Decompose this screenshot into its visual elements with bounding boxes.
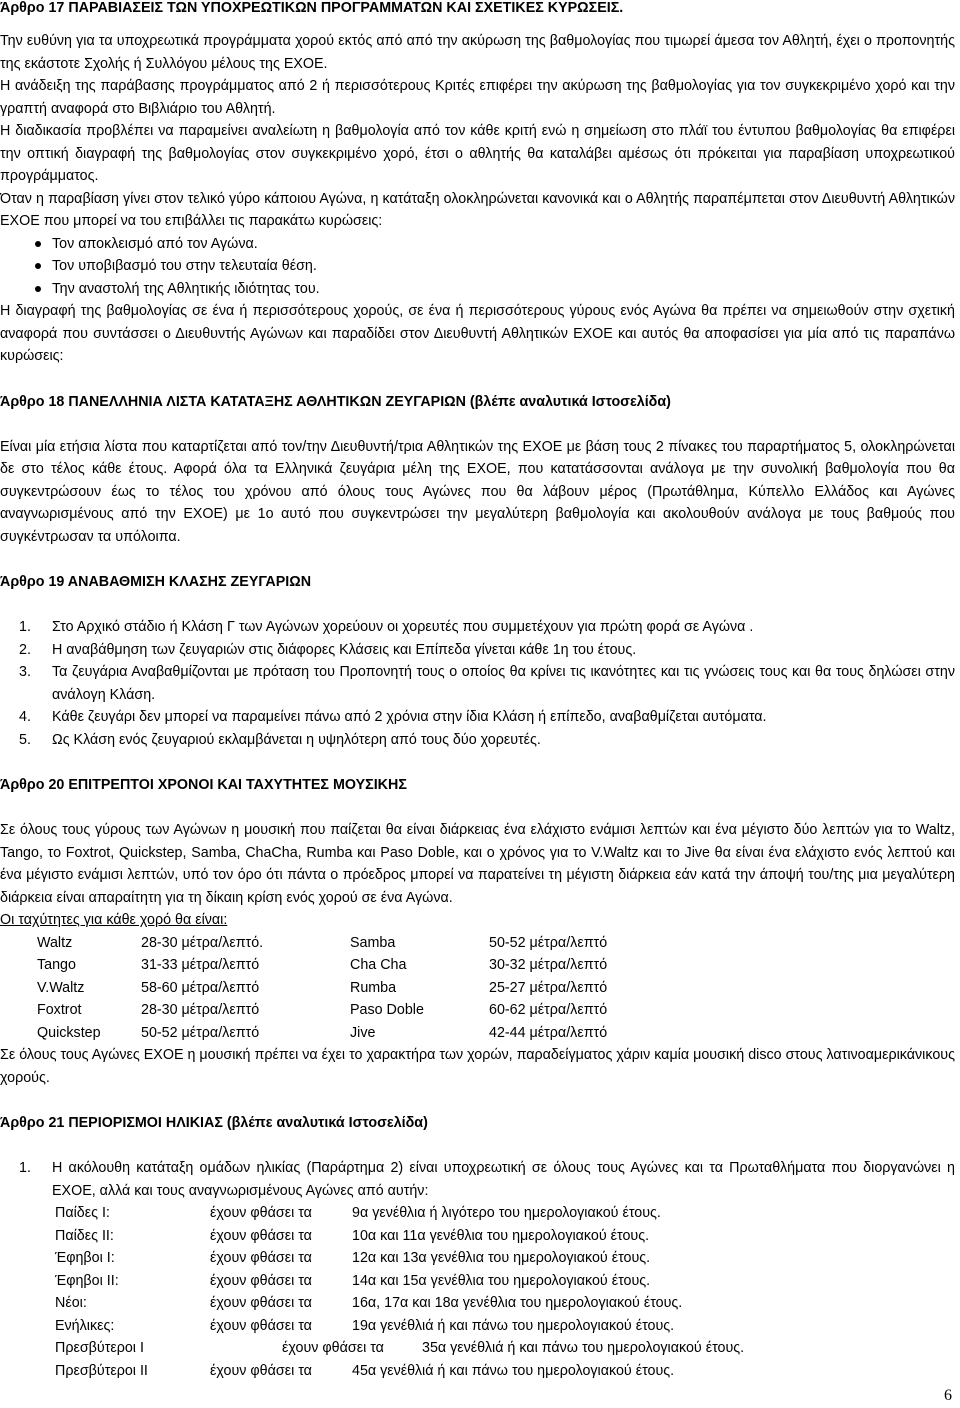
article-18-paragraph-1: Είναι μία ετήσια λίστα που καταρτίζεται από τον/την Διευθυντή/τρια Αθλητικών της ΕΧΟΕ με βάση τους 2 πίνακες του παραρτήματος 5, ολοκληρώνεται δε στο τέλος κάθε έτους. Αφορά όλα τα Ελληνικά ζευγάρια μέλη της ΕΧΟΕ, που κατατάσσονται ανάλογα με την συνολική βαθμολογία που θα συγκεντρώσουν έως το τέλος του χρόνου από όλους τους Αγώνες που θα λάβουν μέρος (Πρωτάθλημα, Κύπελλο Ελλάδος και Αγώνες αναγνωρισμένους από την ΕΧΟΕ) με 1ο αυτό που συγκεντρώσει την μεγαλύτερη βαθμολογία και ακολουθούν ανάλογα με τους βαθμούς που συγκέντρωσαν τα υπόλοιπα. <box>0 438 955 545</box>
sanctions-list <box>0 233 955 301</box>
dance-speed: 28-30 μέτρα/λεπτό. <box>141 934 264 951</box>
dance-speed: 25-27 μέτρα/λεπτό <box>489 979 608 996</box>
dance-speed: 50-52 μέτρα/λεπτό <box>489 934 608 951</box>
age-desc: 16α, 17α και 18α γενέθλια του ημερολογιακού έτους. <box>352 1295 683 1311</box>
dance-name: Waltz <box>37 934 73 951</box>
dance-name: Foxtrot <box>37 1002 82 1018</box>
article-17-paragraph-1: Την ευθύνη για τα υποχρεωτικά προγράμματα χορού εκτός από από την ακύρωση της βαθμολογίας που τιμωρεί άμεσα τον Αθλητή, έχει ο προπονητής της εκάστοτε Σχολής ή Συλλόγου μέλους της ΕΧΟΕ. <box>0 33 955 72</box>
list-item <box>0 729 955 752</box>
sanction-item: Τον υποβιβασμό του στην τελευταία θέση. <box>0 255 955 278</box>
list-item <box>0 639 955 662</box>
item-number: 5. <box>19 731 31 748</box>
sanction-item: Τον αποκλεισμό από τον Αγώνα. <box>0 233 955 256</box>
dance-speed: 42-44 μέτρα/λεπτό <box>489 1024 608 1041</box>
age-group: Παίδες Ι: <box>55 1205 110 1221</box>
dance-speed: 31-33 μέτρα/λεπτό <box>141 957 260 973</box>
item-number: 2. <box>19 641 31 658</box>
article-17-paragraph-4: Όταν η παραβίαση γίνει στον τελικό γύρο κάποιου Αγώνα, η κατάταξη ολοκληρώνεται κανονικά και ο Αθλητής παραπέμπεται στον Διευθυντή Αθλητικών ΕΧΟΕ που μπορεί να του επιβάλλει τις παρακάτω κυρώσεις: <box>0 190 955 229</box>
age-verb: έχουν φθάσει τα <box>210 1317 312 1334</box>
article-19-heading: Άρθρο 19 ΑΝΑΒΑΘΜΙΣΗ ΚΛΑΣΗΣ ΖΕΥΓΑΡΙΩΝ <box>0 574 312 590</box>
dance-name: Tango <box>37 957 76 973</box>
age-group: Παίδες ΙΙ: <box>55 1227 114 1244</box>
item-text: Η ακόλουθη κατάταξη ομάδων ηλικίας (Παράρτημα 2) είναι υποχρεωτική σε όλους τους Αγώνες και τα Πρωταθλήματα που διοργανώνει η ΕΧΟΕ, αλλά και τους αναγνωρισμένους Αγώνες από αυτήν: <box>52 1160 955 1199</box>
age-desc: 45α γενέθλιά ή και πάνω του ημερολογιακού έτους. <box>352 1362 675 1379</box>
dance-name: Paso Doble <box>350 1002 424 1018</box>
age-group: Πρεσβύτεροι Ι <box>55 1340 144 1356</box>
list-item <box>0 706 955 729</box>
dance-name: Samba <box>350 934 396 951</box>
age-group: Νέοι: <box>55 1295 87 1311</box>
dance-speed: 60-62 μέτρα/λεπτό <box>489 1002 608 1018</box>
age-desc: 12α και 13α γενέθλια του ημερολογιακού έτους. <box>352 1250 651 1266</box>
article-17-paragraph-3: Η διαδικασία προβλέπει να παραμείνει αναλείωτη η βαθμολογία από τον κάθε κριτή ενώ η σημείωση στο πλάϊ του έντυπου βαθμολογίας θα επιφέρει την οπτική διαγραφή της βαθμολογίας στον συγκεκριμένο χορό, έτσι ο αθλητής θα καταλάβει αμέσως ότι πρόκειται για παραβίαση υποχρεωτικού προγράμματος. <box>0 123 955 184</box>
dance-speed: 30-32 μέτρα/λεπτό <box>489 957 608 973</box>
age-group: Ενήλικες: <box>55 1317 115 1334</box>
dance-name: Quickstep <box>37 1024 101 1041</box>
article-17-paragraph-2: Η ανάδειξη της παράβασης προγράμματος από 2 ή περισσότερους Κριτές επιφέρει την ακύρωση της βαθμολογίας για τον συγκεκριμένο χορό και την γραπτή αναφορά στο Βιβλιάριο του Αθλητή. <box>0 78 955 117</box>
article-20-paragraph-2: Σε όλους τους Αγώνες ΕΧΟΕ η μουσική πρέπει να έχει το χαρακτήρα των χορών, παραδείγματος χάριν καμία μουσική disco στους λατινοαμερικάνικους χορούς. <box>0 1047 955 1086</box>
article-17-paragraph-5: Η διαγραφή της βαθμολογίας σε ένα ή περισσότερους χορούς, σε ένα ή περισσότερους γύρους ενός Αγώνα θα πρέπει να σημειωθούν στην σχετική αναφορά που συντάσσει ο Διευθυντής Αγώνων και παραδίδει στον Διευθυντή Αθλητικών ΕΧΟΕ και αυτός θα αποφασίσει για μία από τις παραπάνω κυρώσεις: <box>0 303 955 364</box>
age-desc: 9α γενέθλια ή λιγότερο του ημερολογιακού έτους. <box>352 1205 661 1221</box>
age-rules-list <box>0 1157 955 1202</box>
item-text: Κάθε ζευγάρι δεν μπορεί να παραμείνει πάνω από 2 χρόνια στην ίδια Κλάση ή επίπεδο, αναβαθμίζεται αυτόματα. <box>52 709 767 725</box>
article-21-heading: Άρθρο 21 ΠΕΡΙΟΡΙΣΜΟΙ ΗΛΙΚΙΑΣ (βλέπε αναλυτικά Ιστοσελίδα) <box>0 1115 428 1131</box>
article-18-heading: Άρθρο 18 ΠΑΝΕΛΛΗΝΙΑ ΛΙΣΤΑ ΚΑΤΑΤΑΞΗΣ ΑΘΛΗΤΙΚΩΝ ΖΕΥΓΑΡΙΩΝ (βλέπε αναλυτικά Ιστοσελίδα) <box>0 393 671 410</box>
age-desc: 14α και 15α γενέθλια του ημερολογιακού έτους. <box>352 1272 651 1289</box>
article-20-paragraph-1: Σε όλους τους γύρους των Αγώνων η μουσική που παίζεται θα είναι διάρκειας ένα ελάχιστο ενάμισι λεπτών και ένα μέγιστο δύο λεπτών για το Waltz, Tango, το Foxtrot, Quickstep, Samba, ChaCha, Rumba και Paso Doble, και ο χρόνος για το V.Waltz και το Jive θα είναι ένα ελάχιστο ενός λεπτού και ένα μέγιστο ενάμισι λεπτών, υπό τον όρο ότι πάντα ο πρόεδρος μπορεί να παρατείνει τη μέγιστη διάρκεια εάν κατά την άποψή του/της μια μεγαλύτερη διάρκεια είναι απαραίτητη για τη δίκαιη κρίση ενός χορού σε ένα Αγώνα. <box>0 822 955 906</box>
age-desc: 19α γενέθλιά ή και πάνω του ημερολογιακού έτους. <box>352 1317 675 1334</box>
age-group: Έφηβοι ΙΙ: <box>55 1272 119 1289</box>
class-upgrade-list <box>0 616 955 751</box>
age-verb: έχουν φθάσει τα <box>210 1295 312 1311</box>
article-20-heading: Άρθρο 20 ΕΠΙΤΡΕΠΤΟΙ ΧΡΟΝΟΙ ΚΑΙ ΤΑΧΥΤΗΤΕΣ ΜΟΥΣΙΚΗΣ <box>0 777 407 793</box>
age-verb: έχουν φθάσει τα <box>210 1250 312 1266</box>
dance-speed: 28-30 μέτρα/λεπτό <box>141 1002 260 1018</box>
dance-speed: 58-60 μέτρα/λεπτό <box>141 979 260 996</box>
item-number: 3. <box>19 664 31 680</box>
age-verb: έχουν φθάσει τα <box>210 1205 312 1221</box>
item-text: Η αναβάθμηση των ζευγαριών στις διάφορες Κλάσεις και Επίπεδα γίνεται κάθε 1η του έτους. <box>52 641 637 658</box>
page-number: 6 <box>944 1387 952 1404</box>
dance-name: Jive <box>350 1024 376 1041</box>
age-desc: 10α και 11α γενέθλια του ημερολογιακού έτους. <box>352 1227 650 1244</box>
list-item <box>0 1157 955 1202</box>
article-17-heading: Άρθρο 17 ΠΑΡΑΒΙΑΣΕΙΣ ΤΩΝ ΥΠΟΧΡΕΩΤΙΚΩΝ ΠΡΟΓΡΑΜΜΑΤΩΝ ΚΑΙ ΣΧΕΤΙΚΕΣ ΚΥΡΩΣΕΙΣ. <box>0 0 624 16</box>
age-group: Έφηβοι Ι: <box>55 1250 115 1266</box>
speeds-title: Οι ταχύτητες για κάθε χορό θα είναι: <box>0 912 228 928</box>
item-text: Στο Αρχικό στάδιο ή Κλάση Γ των Αγώνων χορεύουν οι χορευτές που συμμετέχουν για πρώτη φορά σε Αγώνα . <box>52 619 754 635</box>
age-verb: έχουν φθάσει τα <box>210 1362 312 1379</box>
item-text: Ως Κλάση ενός ζευγαριού εκλαμβάνεται η υψηλότερη από τους δύο χορευτές. <box>52 731 541 748</box>
item-number: 1. <box>19 1160 31 1176</box>
age-group: Πρεσβύτεροι ΙΙ <box>55 1362 148 1379</box>
list-item <box>0 616 955 639</box>
dance-name: Cha Cha <box>350 957 407 973</box>
dance-name: Rumba <box>350 979 397 996</box>
age-groups-table <box>0 1202 955 1382</box>
dance-speeds-table <box>0 932 955 1045</box>
item-number: 1. <box>19 619 31 635</box>
list-item <box>0 661 955 706</box>
item-text: Τα ζευγάρια Αναβαθμίζονται με πρόταση του Προπονητή τους ο οποίος θα κρίνει τις ικανότητες και τις γνώσεις τους και θα τους δηλώσει στην ανάλογη Κλάση. <box>52 664 955 703</box>
sanction-item: Την αναστολή της Αθλητικής ιδιότητας του. <box>0 278 955 301</box>
age-verb: έχουν φθάσει τα <box>210 1227 312 1244</box>
item-number: 4. <box>19 709 31 725</box>
dance-speed: 50-52 μέτρα/λεπτό <box>141 1024 260 1041</box>
age-desc: 35α γενέθλιά ή και πάνω του ημερολογιακού έτους. <box>422 1340 745 1356</box>
age-verb: έχουν φθάσει τα <box>282 1340 384 1356</box>
age-verb: έχουν φθάσει τα <box>210 1272 312 1289</box>
dance-name: V.Waltz <box>37 979 85 996</box>
